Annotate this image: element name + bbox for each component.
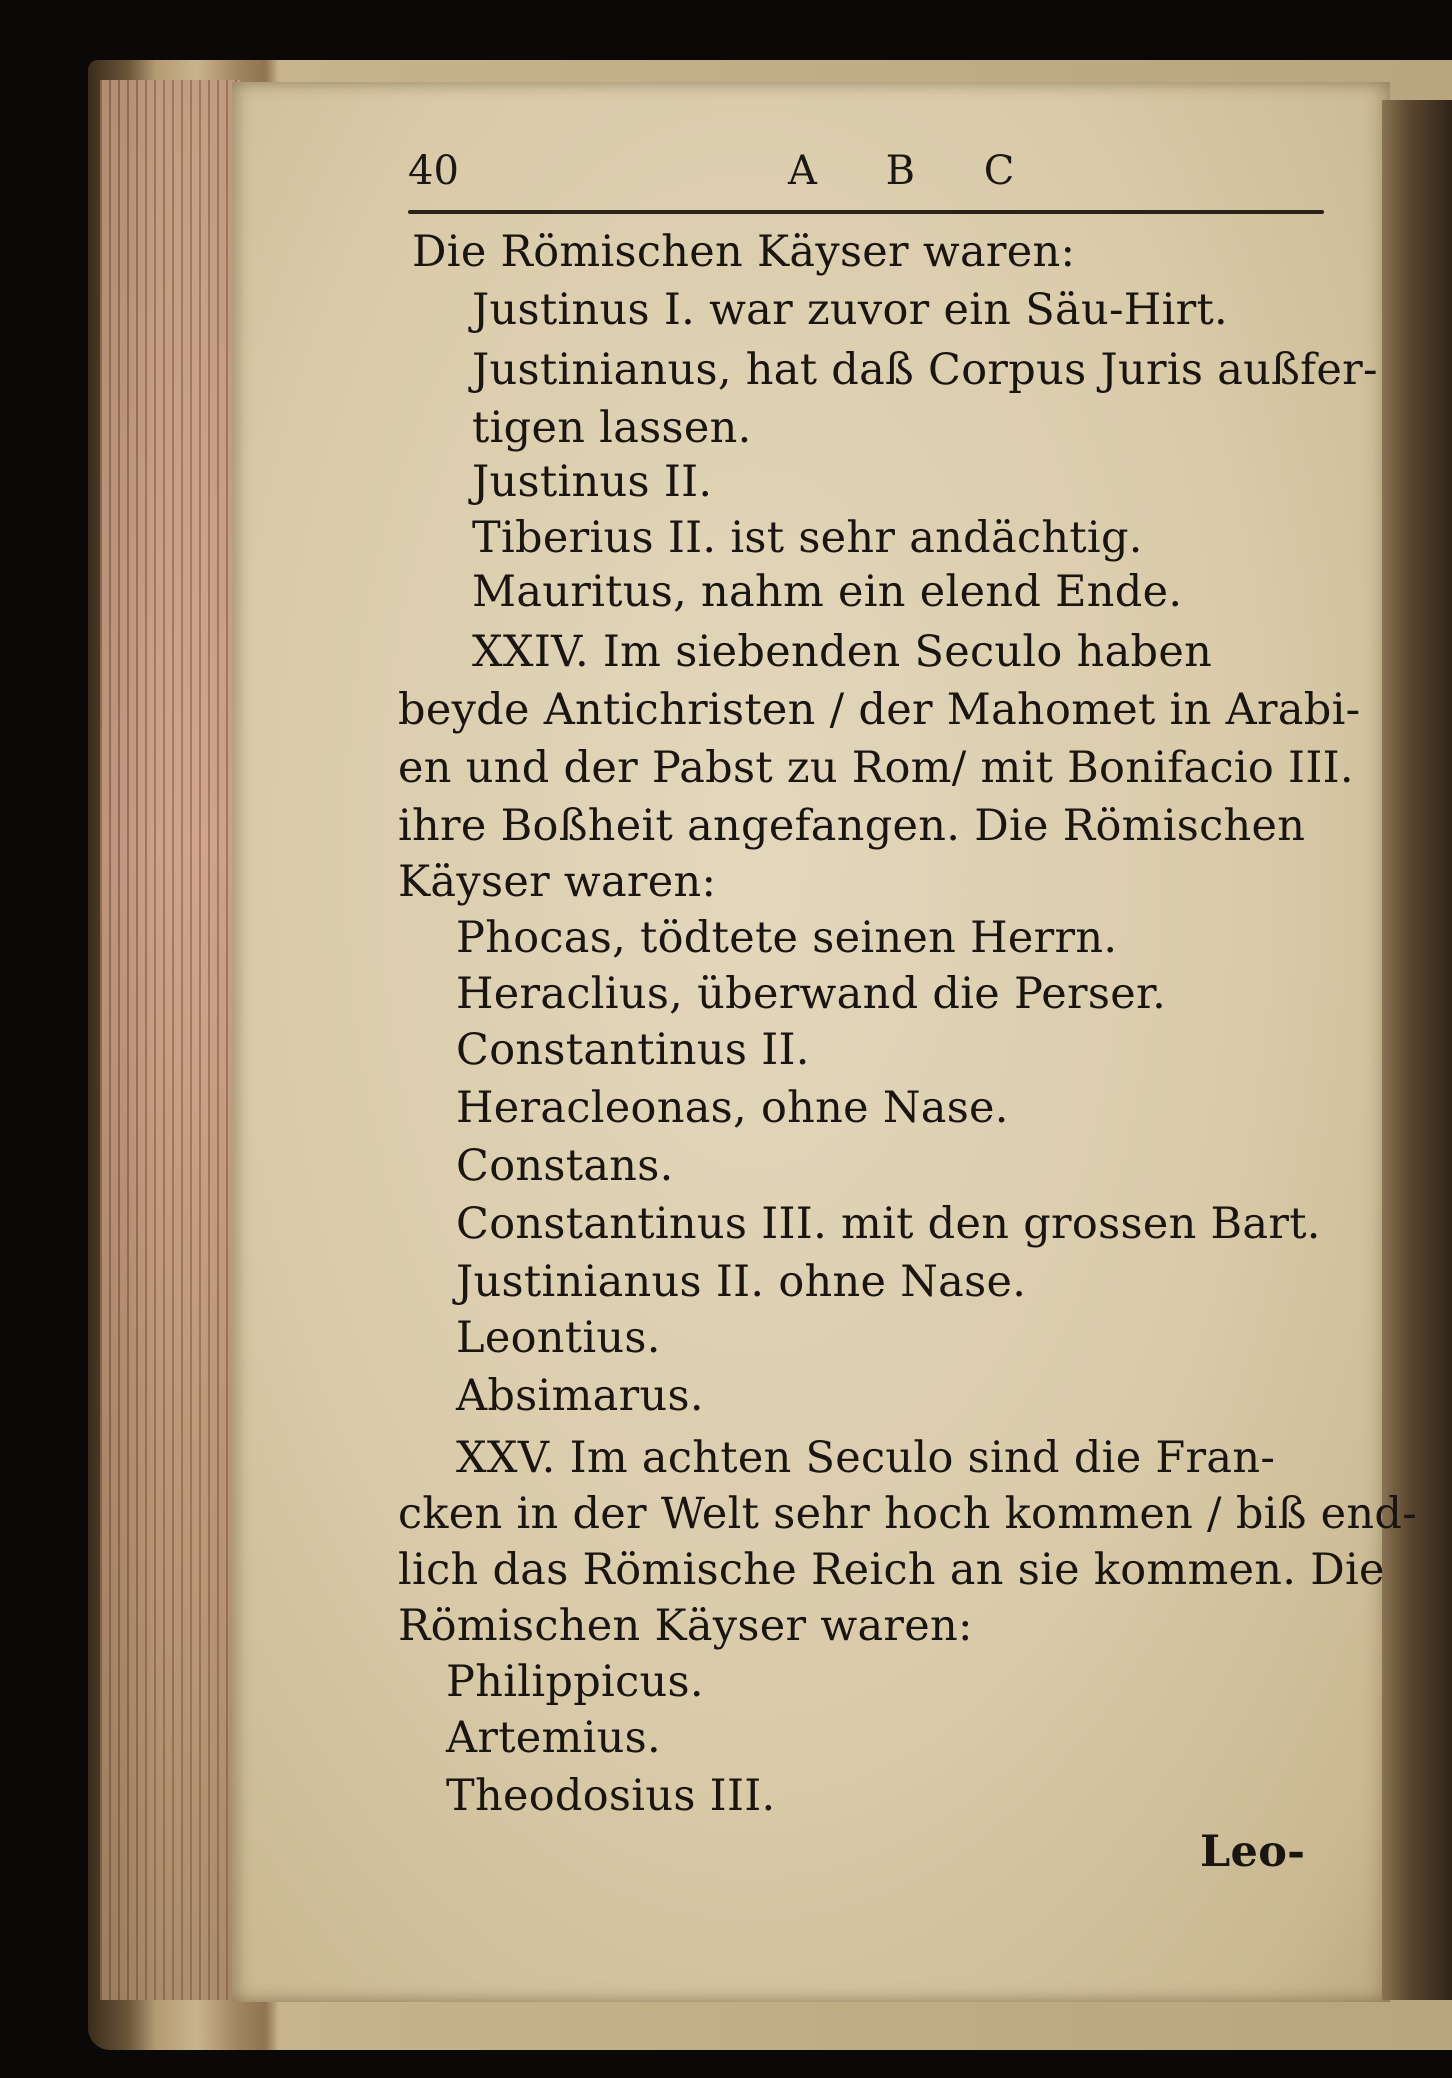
text-line: Justinus I. war zuvor ein Säu-Hirt. [472, 285, 1229, 335]
text-line: Heraclius, überwand die Perser. [456, 969, 1167, 1019]
text-line: Constantinus II. [456, 1025, 810, 1075]
text-line: Leontius. [456, 1313, 661, 1363]
text-line: Theodosius III. [446, 1771, 776, 1821]
text-line: tigen lassen. [472, 403, 752, 453]
text-line: Justinianus, hat daß Corpus Juris außfer- [472, 345, 1378, 395]
text-line: ihre Boßheit angefangen. Die Römischen [398, 801, 1306, 851]
text-line: Justinus II. [472, 457, 713, 507]
catchword: Leo- [1200, 1827, 1306, 1877]
text-line: Käyser waren: [398, 857, 717, 907]
text-line: Die Römischen Käyser waren: [412, 227, 1076, 277]
text-line: XXV. Im achten Seculo sind die Fran- [456, 1433, 1276, 1483]
text-line: Absimarus. [456, 1371, 704, 1421]
text-line: XXIV. Im siebenden Seculo haben [472, 627, 1213, 677]
page-number: 40 [408, 148, 459, 194]
text-line: Philippicus. [446, 1657, 704, 1707]
text-line: Mauritus, nahm ein elend Ende. [472, 567, 1183, 617]
text-line: Tiberius II. ist sehr andächtig. [472, 513, 1143, 563]
text-line: Justinianus II. ohne Nase. [456, 1257, 1027, 1307]
text-line: Heracleonas, ohne Nase. [456, 1083, 1009, 1133]
text-line: Artemius. [446, 1713, 661, 1763]
text-line: Constans. [456, 1141, 674, 1191]
text-line: Constantinus III. mit den grossen Bart. [456, 1199, 1321, 1249]
text-line: cken in der Welt sehr hoch kommen / biß end- [398, 1489, 1418, 1539]
running-head: A B C [788, 148, 1043, 194]
text-line: en und der Pabst zu Rom/ mit Bonifacio III. [398, 743, 1354, 793]
text-line: Phocas, tödtete seinen Herrn. [456, 913, 1118, 963]
text-line: beyde Antichristen / der Mahomet in Arabi- [398, 685, 1361, 735]
text-line: Römischen Käyser waren: [398, 1601, 973, 1651]
text-line: lich das Römische Reich an sie kommen. Die [398, 1545, 1385, 1595]
